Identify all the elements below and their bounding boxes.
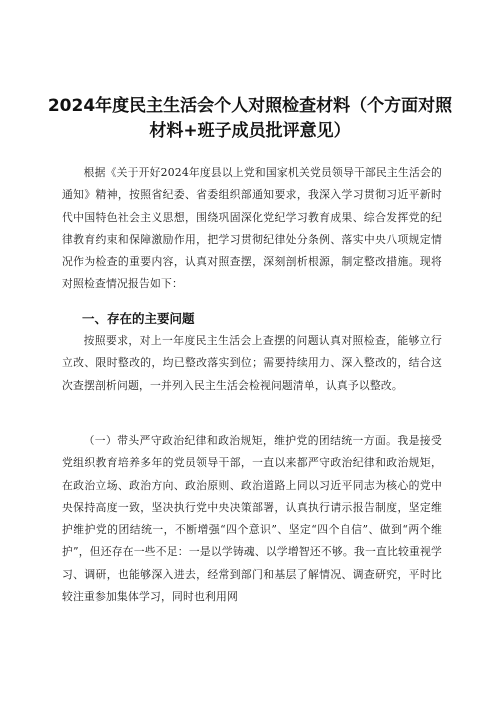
item-paragraph: （一）带头严守政治纪律和政治规矩，维护党的团结统一方面。我是接受党组织教育培养多年的党员领导干部，一直以来都严守政治纪律和政治规矩，在政治立场、政治方向、政治原则、政治道路上同以习近平同志为核心的党中央保持高度一致，坚决执行党中央决策部署，认真执行请示报告制度，坚定维护维护党的团结统一，不断增强“四个意识”、坚定“四个自信”、做到“两个维护”，但还存在一些不足：一是以学铸魂、以学增智还不够。我一直比较重视学习、调研，也能够深入进去，经常到部门和基层了解情况、调查研究，平时比较注重参加集体学习，同时也利用网 — [62, 434, 442, 604]
document-title: 2024年度民主生活会个人对照检查材料（个方面对照材料+班子成员批评意见） — [47, 96, 453, 141]
intro-paragraph: 根据《关于开好2024年度县以上党和国家机关党员领导干部民主生活会的通知》精神，按照省纪委、省委组织部通知要求，我深入学习贯彻习近平新时代中国特色社会主义思想，围绕巩固深化党纪学习教育成果、综合发挥党的纪律教育约束和保障激励作用，把学习贯彻纪律处分条例、落实中央八项规定情况作为检查的重要内容，认真对照查摆，深刻剖析根源，制定整改措施。现将对照检查情况报告如下： — [62, 166, 442, 291]
section-intro-paragraph: 按照要求，对上一年度民主生活会上查摆的问题认真对照检查，能够立行立改、限时整改的，均已整改落实到位；需要持续用力、深入整改的，结合这次查摆剖析问题，一并列入民主生活会检视问题清单，认真予以整改。 — [62, 334, 442, 392]
section-heading: 一、存在的主要问题 — [82, 311, 195, 326]
